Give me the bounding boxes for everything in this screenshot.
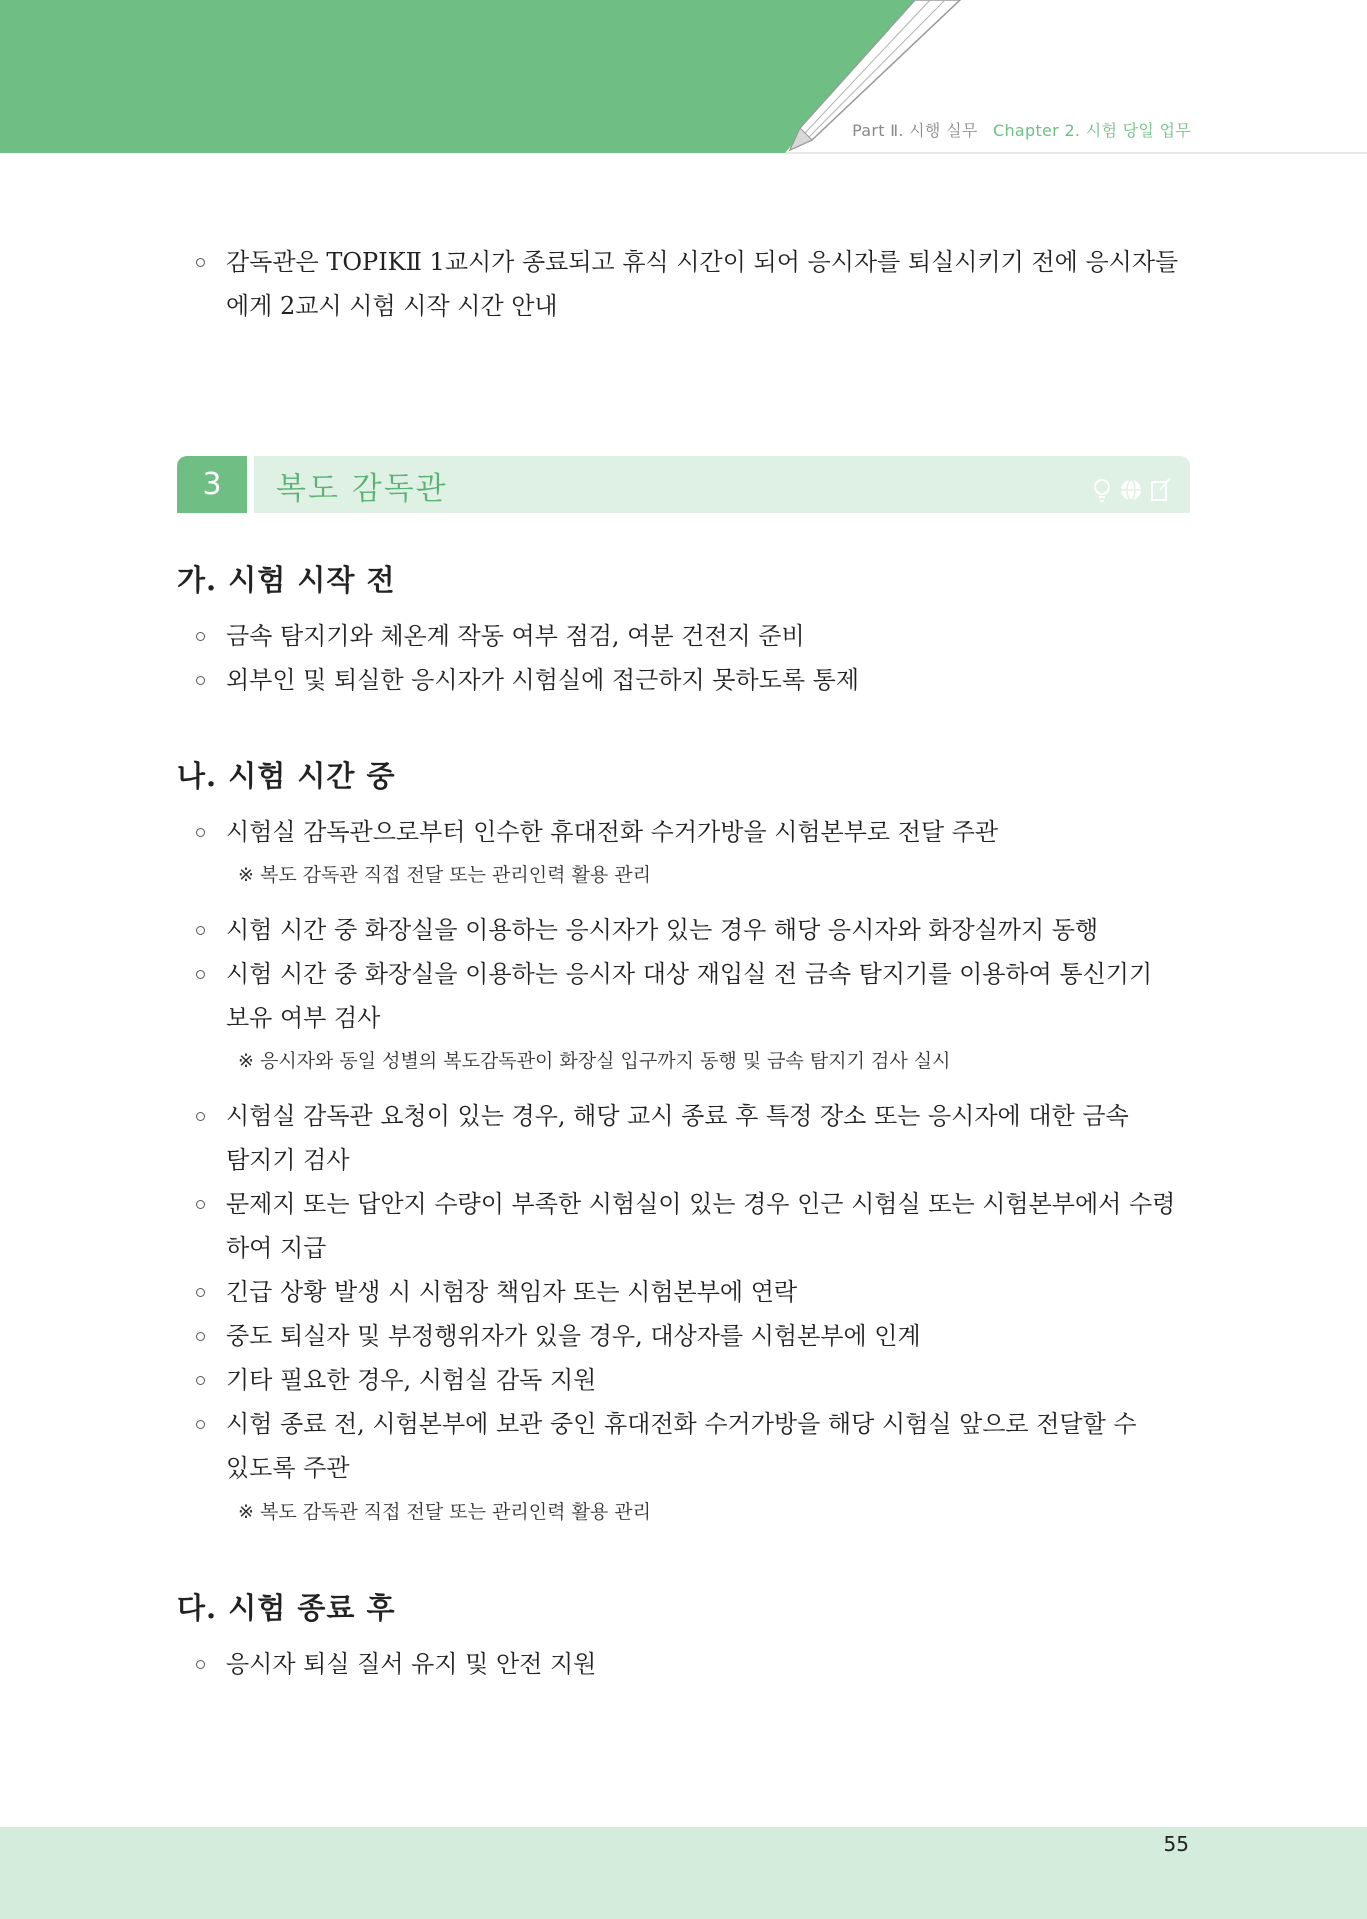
note-pencil-icon xyxy=(1152,478,1170,500)
header-part: Part Ⅱ. 시행 실무 xyxy=(852,121,978,140)
note: ※ 복도 감독관 직접 전달 또는 관리인력 활용 관리 xyxy=(238,1501,651,1523)
list-item: 중도 퇴실자 및 부정행위자가 있을 경우, 대상자를 시험본부에 인계 xyxy=(204,1314,1194,1358)
list-item: 금속 탐지기와 체온계 작동 여부 점검, 여분 건전지 준비 xyxy=(204,614,1194,658)
header-chapter: Chapter 2. 시험 당일 업무 xyxy=(992,121,1191,140)
subheading-during-exam: 나. 시험 시간 중 xyxy=(177,759,396,793)
section-icons xyxy=(1090,476,1172,504)
footer-band xyxy=(0,1827,1367,1919)
list-item: 기타 필요한 경우, 시험실 감독 지원 xyxy=(204,1358,1194,1402)
note: ※ 응시자와 동일 성별의 복도감독관이 화장실 입구까지 동행 및 금속 탐지기 검사 실시 xyxy=(238,1050,951,1072)
subheading-after-exam: 다. 시험 종료 후 xyxy=(177,1591,396,1625)
list-item: 응시자 퇴실 질서 유지 및 안전 지원 xyxy=(204,1642,1194,1686)
intro-bullet: 감독관은 TOPIKⅡ 1교시가 종료되고 휴식 시간이 되어 응시자를 퇴실시키기 전에 응시자들 에게 2교시 시험 시작 시간 안내 xyxy=(204,240,1194,328)
list-item: 문제지 또는 답안지 수량이 부족한 시험실이 있는 경우 인근 시험실 또는 시험본부에서 수령 하여 지급 xyxy=(204,1182,1194,1270)
list-item: 시험 종료 전, 시험본부에 보관 중인 휴대전화 수거가방을 해당 시험실 앞으로 전달할 수 있도록 주관 xyxy=(204,1402,1194,1490)
note: ※ 복도 감독관 직접 전달 또는 관리인력 활용 관리 xyxy=(238,864,651,886)
lightbulb-icon xyxy=(1095,480,1109,501)
section-number: 3 xyxy=(177,456,247,513)
section-title: 복도 감독관 xyxy=(276,471,448,507)
list-item: 시험실 감독관 요청이 있는 경우, 해당 교시 종료 후 특정 장소 또는 응시자에 대한 금속 탐지기 검사 xyxy=(204,1094,1194,1182)
list-item: 긴급 상황 발생 시 시험장 책임자 또는 시험본부에 연락 xyxy=(204,1270,1194,1314)
list-item: 시험실 감독관으로부터 인수한 휴대전화 수거가방을 시험본부로 전달 주관 xyxy=(204,810,1194,854)
page-number: 55 xyxy=(1163,1832,1189,1856)
list-item: 외부인 및 퇴실한 응시자가 시험실에 접근하지 못하도록 통제 xyxy=(204,658,1194,702)
list-item: 시험 시간 중 화장실을 이용하는 응시자 대상 재입실 전 금속 탐지기를 이용하여 통신기기 보유 여부 검사 xyxy=(204,952,1194,1040)
list-item: 시험 시간 중 화장실을 이용하는 응시자가 있는 경우 해당 응시자와 화장실까지 동행 xyxy=(204,908,1194,952)
running-header xyxy=(852,118,1191,141)
subheading-before-exam: 가. 시험 시작 전 xyxy=(177,563,396,597)
